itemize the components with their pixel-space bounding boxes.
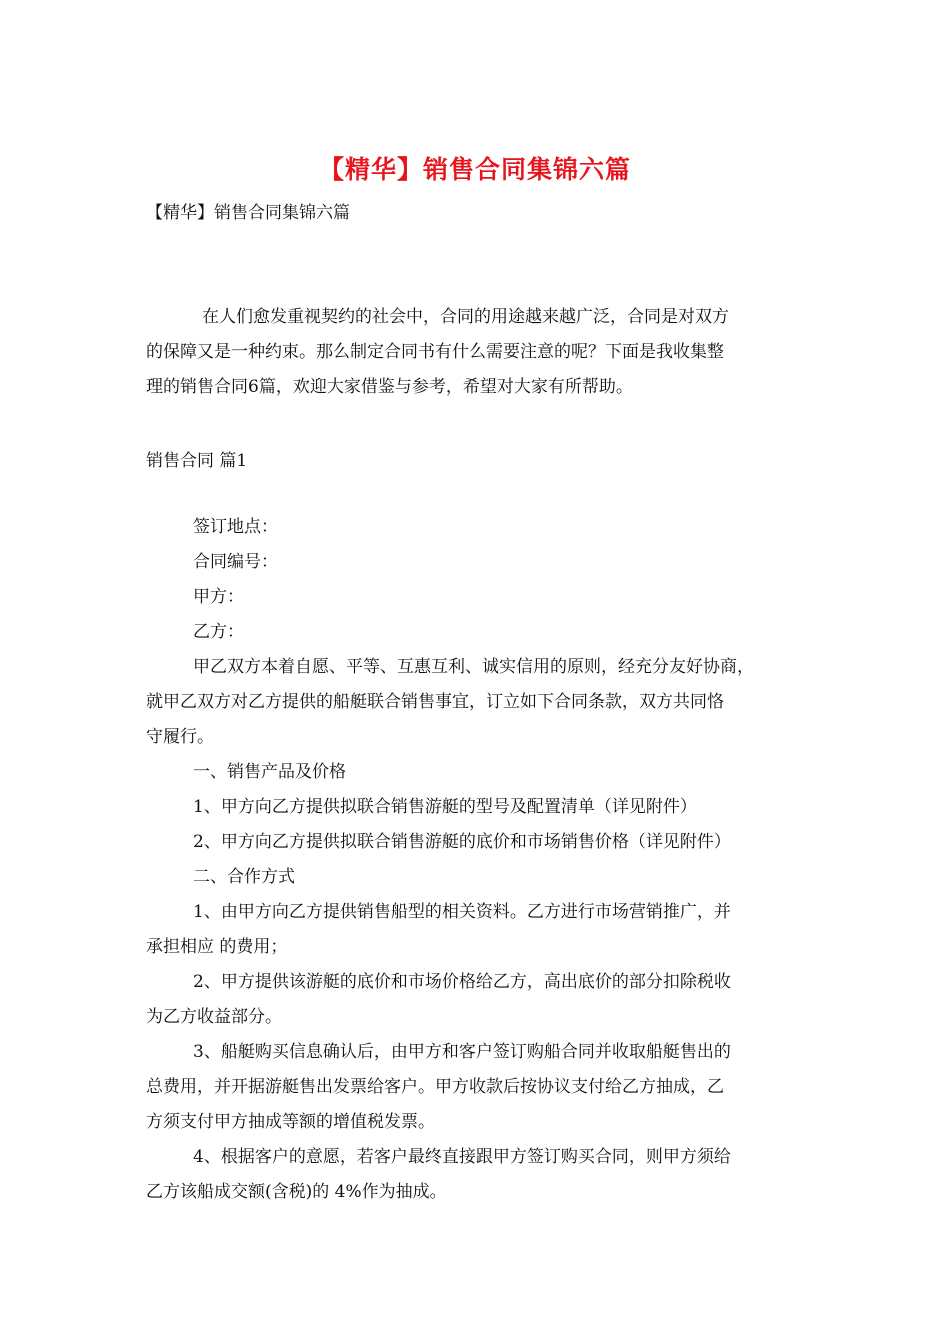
contract-line: 合同编号： <box>193 552 278 572</box>
contract-line: 乙方该船成交额(含税)的 4%作为抽成。 <box>146 1182 447 1202</box>
contract-line: 就甲乙双方对乙方提供的船艇联合销售事宜，订立如下合同条款，双方共同恪 <box>146 692 724 712</box>
contract-body <box>146 510 826 1210</box>
intro-line: 的保障又是一种约束。那么制定合同书有什么需要注意的呢？下面是我收集整 <box>146 342 724 362</box>
contract-line: 签订地点： <box>193 517 278 537</box>
contract-line: 为乙方收益部分。 <box>146 1007 282 1027</box>
contract-line: 守履行。 <box>146 727 214 747</box>
contract-line: 乙方： <box>193 622 244 642</box>
contract-line: 一、销售产品及价格 <box>193 762 346 782</box>
contract-line: 2、甲方向乙方提供拟联合销售游艇的底价和市场销售价格（详见附件） <box>193 832 731 852</box>
contract-line: 方须支付甲方抽成等额的增值税发票。 <box>146 1112 435 1132</box>
document-title: 【精华】销售合同集锦六篇 <box>318 155 631 184</box>
contract-line: 3、船艇购买信息确认后，由甲方和客户签订购船合同并收取船艇售出的 <box>193 1042 731 1062</box>
contract-line: 1、甲方向乙方提供拟联合销售游艇的型号及配置清单（详见附件） <box>193 797 697 817</box>
contract-line: 4、根据客户的意愿，若客户最终直接跟甲方签订购买合同，则甲方须给 <box>193 1147 731 1167</box>
section-heading: 销售合同 篇1 <box>146 451 248 471</box>
contract-line: 总费用，并开据游艇售出发票给客户。甲方收款后按协议支付给乙方抽成，乙 <box>146 1077 724 1097</box>
contract-line: 二、合作方式 <box>193 867 295 887</box>
intro-line: 理的销售合同6篇，欢迎大家借鉴与参考，希望对大家有所帮助。 <box>146 377 633 397</box>
document-subtitle: 【精华】销售合同集锦六篇 <box>146 203 350 223</box>
contract-line: 承担相应 的费用； <box>146 937 288 957</box>
intro-paragraph <box>146 300 826 405</box>
contract-line: 2、甲方提供该游艇的底价和市场价格给乙方，高出底价的部分扣除税收 <box>193 972 731 992</box>
contract-line: 甲乙双方本着自愿、平等、互惠互利、诚实信用的原则，经充分友好协商， <box>193 657 754 677</box>
contract-line: 1、由甲方向乙方提供销售船型的相关资料。乙方进行市场营销推广，并 <box>193 902 731 922</box>
contract-line: 甲方： <box>193 587 244 607</box>
intro-line: 在人们愈发重视契约的社会中，合同的用途越来越广泛，合同是对双方 <box>202 307 729 327</box>
